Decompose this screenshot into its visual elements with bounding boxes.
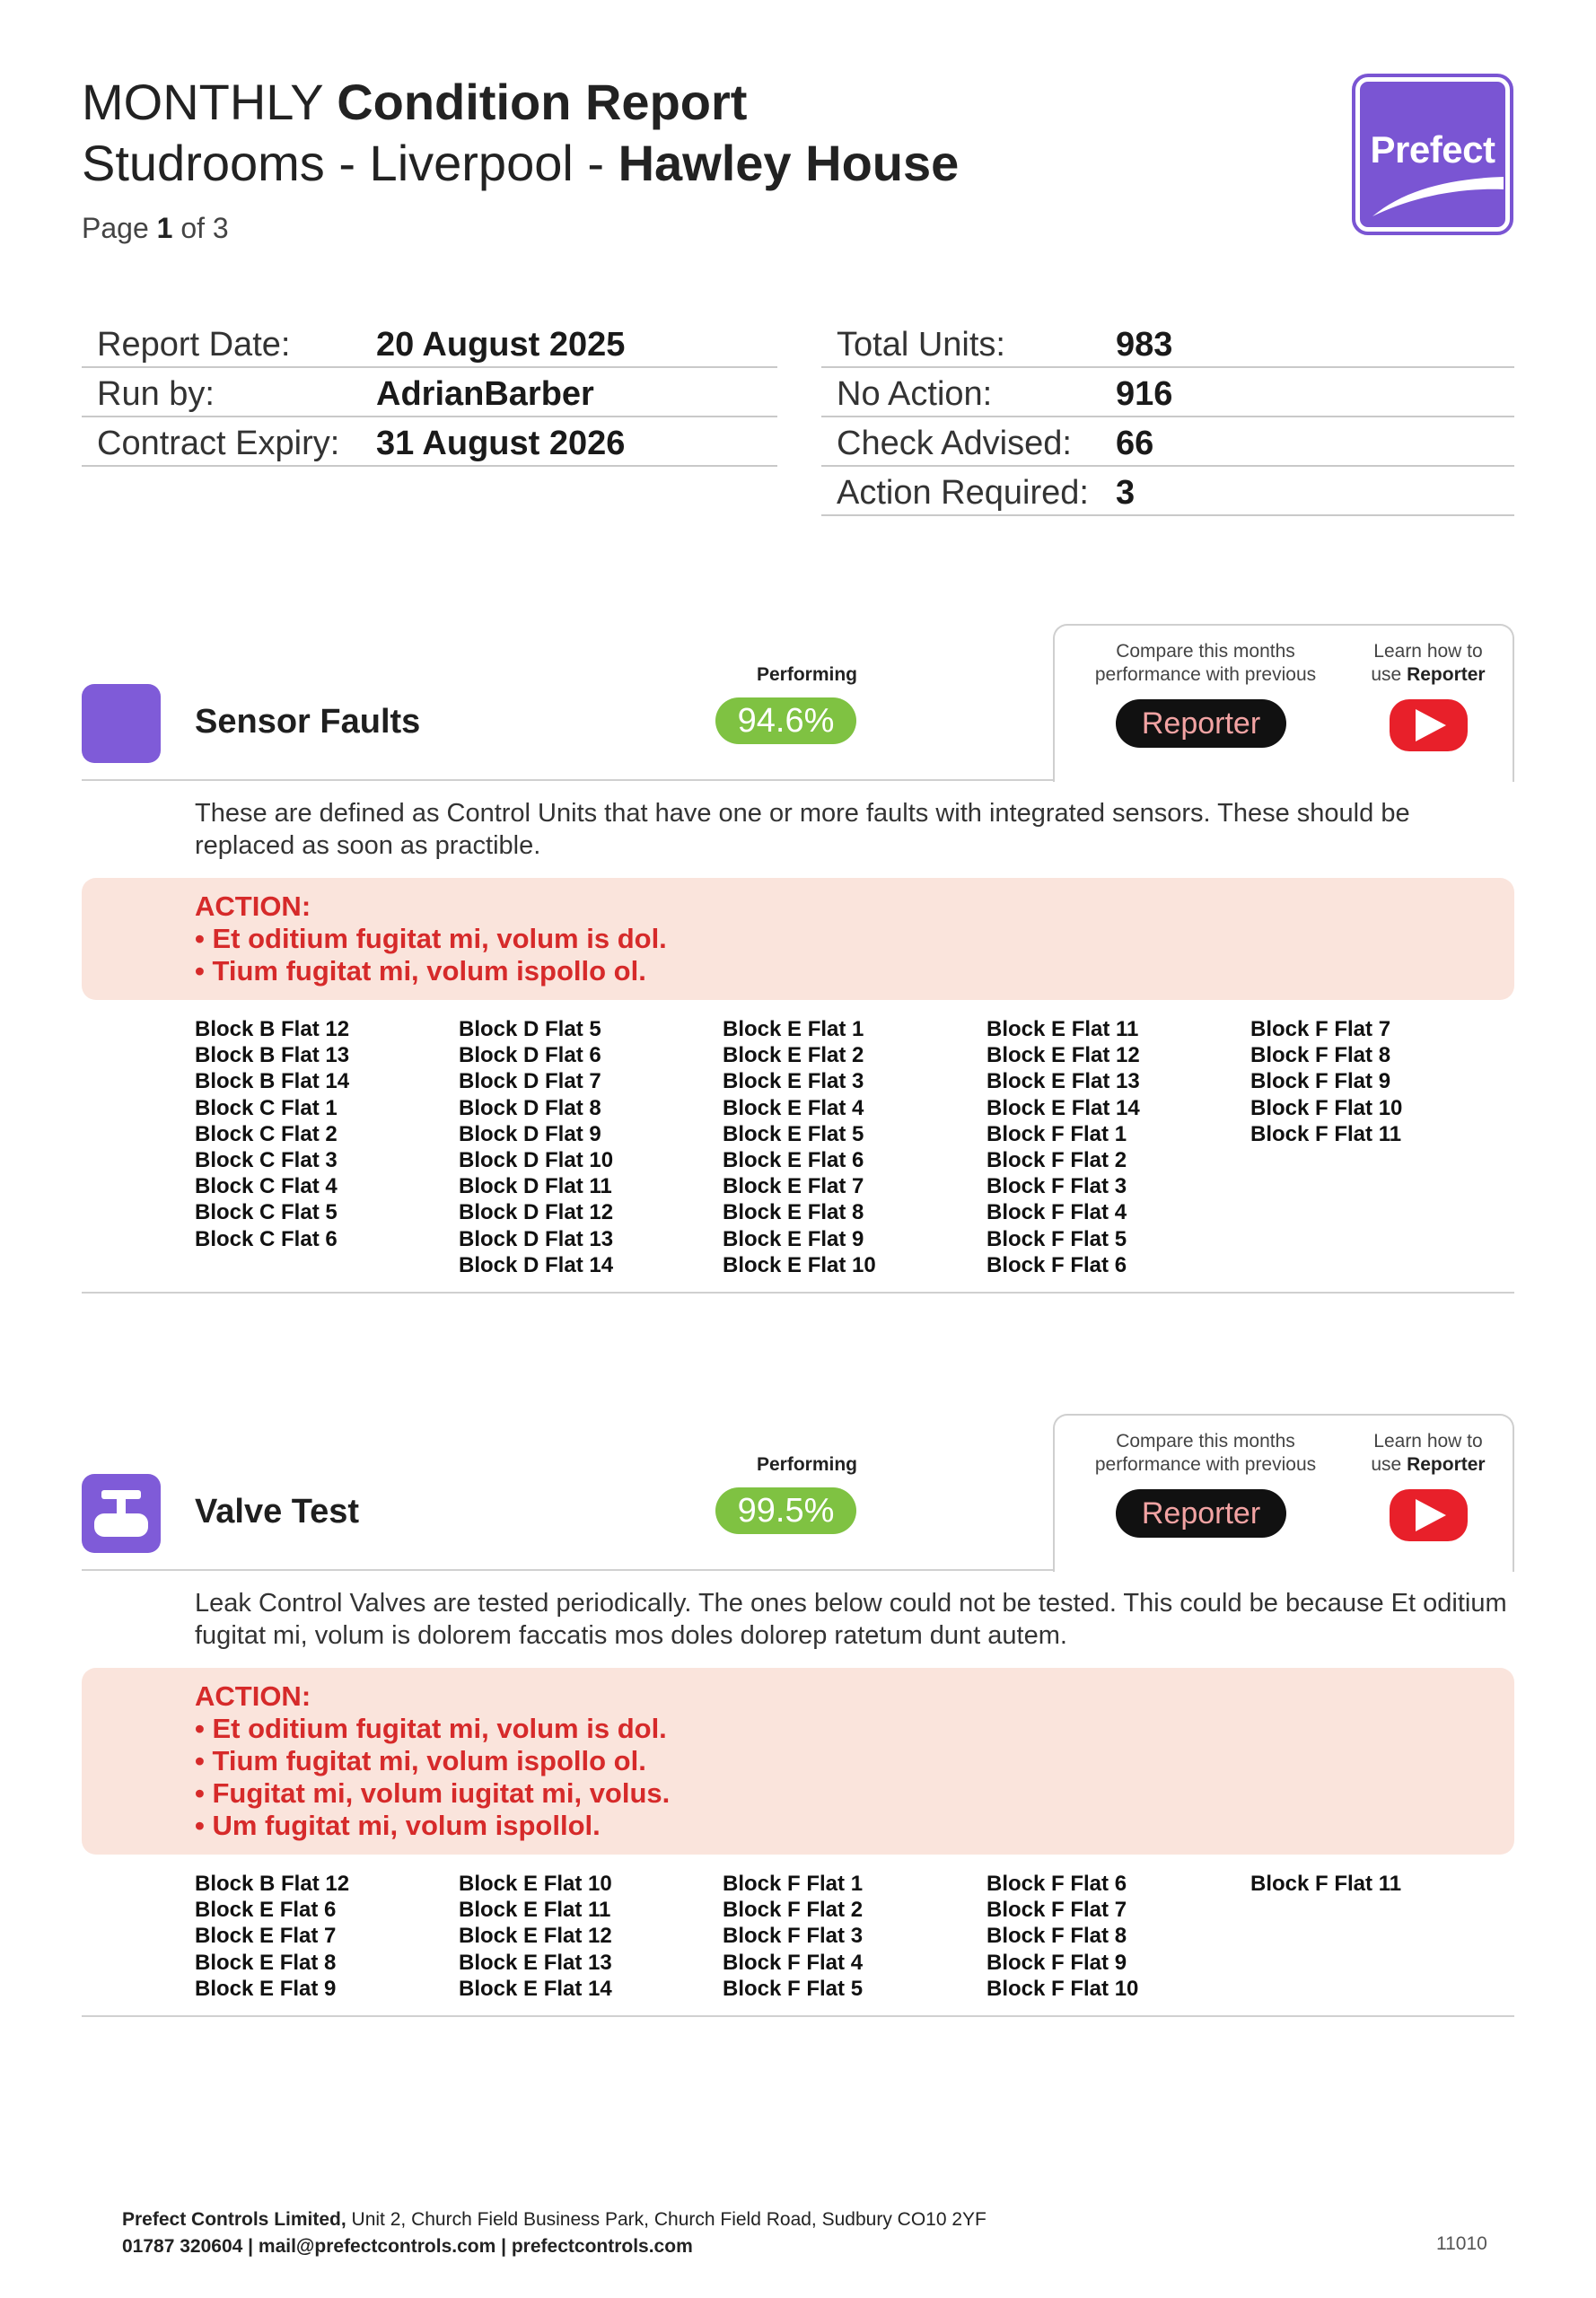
flat-item: Block F Flat 6 <box>987 1872 1127 1896</box>
flat-item: Block E Flat 8 <box>195 1950 337 1975</box>
valve-icon <box>82 1474 161 1553</box>
flat-item: Block C Flat 5 <box>195 1200 338 1225</box>
action-title: ACTION: <box>195 890 311 922</box>
flat-item: Block E Flat 10 <box>459 1872 612 1896</box>
flat-item: Block B Flat 12 <box>195 1017 350 1041</box>
stat-row <box>821 467 1514 516</box>
report-title: MONTHLY Condition Report <box>82 74 748 130</box>
flat-item: Block C Flat 3 <box>195 1148 338 1173</box>
footer-email[interactable]: mail@prefectcontrols.com <box>258 2236 496 2257</box>
flat-item: Block E Flat 14 <box>987 1095 1140 1120</box>
flat-grid <box>195 1016 1514 1278</box>
flat-item: Block E Flat 8 <box>723 1200 864 1225</box>
sensor-square-icon <box>82 684 161 763</box>
compare-box <box>1053 1414 1514 1572</box>
flat-item: Block E Flat 3 <box>723 1069 864 1094</box>
flat-item: Block E Flat 6 <box>723 1148 864 1173</box>
section-sensor-faults <box>82 624 1514 1294</box>
flat-item: Block E Flat 4 <box>723 1095 864 1120</box>
stat-label: Report Date: <box>97 326 291 364</box>
action-list <box>195 923 1401 987</box>
flat-item: Block D Flat 10 <box>459 1148 614 1173</box>
report-header <box>82 72 959 245</box>
flat-item: Block B Flat 14 <box>195 1069 350 1094</box>
footer <box>122 2206 987 2260</box>
page-indicator: Page 1 of 3 <box>82 212 229 244</box>
action-box <box>82 878 1514 1000</box>
flat-item: Block C Flat 4 <box>195 1174 338 1199</box>
flat-item: Block D Flat 6 <box>459 1043 601 1068</box>
flat-column <box>1250 1871 1514 2002</box>
action-item: • Um fugitat mi, volum ispollol. <box>195 1810 601 1841</box>
section-divider <box>82 2002 1514 2017</box>
compare-text: Compare this months performance with previous <box>1094 641 1317 685</box>
section-title: Valve Test <box>195 1493 360 1531</box>
footer-address-line: Prefect Controls Limited, Unit 2, Church Field Business Park, Church Field Road, Sudbury CO10 2YF <box>122 2209 987 2230</box>
logo-text: Prefect <box>1370 128 1495 171</box>
stat-row <box>821 319 1514 368</box>
flat-item: Block F Flat 9 <box>1250 1069 1391 1094</box>
flat-item: Block D Flat 7 <box>459 1069 601 1094</box>
stat-label: Check Advised: <box>837 425 1072 462</box>
stat-label: No Action: <box>837 375 993 413</box>
stat-value: 3 <box>1116 474 1136 512</box>
flat-item: Block F Flat 5 <box>987 1226 1127 1251</box>
flat-item: Block F Flat 10 <box>1250 1095 1403 1120</box>
stat-row <box>82 368 777 417</box>
action-list <box>195 1713 1401 1842</box>
youtube-play-icon[interactable] <box>1390 1489 1468 1541</box>
performance-badge: 94.6% <box>715 697 856 744</box>
stat-value: 66 <box>1116 425 1154 462</box>
flat-column <box>195 1016 459 1278</box>
section-description: These are defined as Control Units that have one or more faults with integrated sensors. These should be replaced as soon as practible. <box>195 799 1410 860</box>
flat-item: Block C Flat 2 <box>195 1121 338 1146</box>
compare-box <box>1053 624 1514 782</box>
flat-item: Block E Flat 13 <box>459 1950 612 1975</box>
stat-row <box>821 417 1514 467</box>
flat-item: Block D Flat 11 <box>459 1174 612 1199</box>
flat-item: Block F Flat 11 <box>1250 1872 1402 1896</box>
footer-contact-line: 01787 320604 | mail@prefectcontrols.com | prefectcontrols.com <box>122 2236 693 2257</box>
stats-left <box>82 319 777 467</box>
flat-item: Block E Flat 7 <box>723 1174 864 1199</box>
stat-value: 31 August 2026 <box>376 425 626 462</box>
youtube-play-icon[interactable] <box>1390 699 1468 751</box>
section-divider <box>82 1278 1514 1294</box>
section-description: Leak Control Valves are tested periodically. The ones below could not be tested. This could be because Et oditium fugitat mi, volum is dolorem faccatis mos doles dolorep ratetum dunt autem. <box>195 1589 1507 1650</box>
flat-item: Block B Flat 13 <box>195 1043 350 1068</box>
action-box <box>82 1668 1514 1855</box>
flat-item: Block E Flat 14 <box>459 1976 612 2001</box>
flat-item: Block E Flat 9 <box>195 1976 337 2001</box>
flat-item: Block F Flat 8 <box>987 1924 1127 1949</box>
stat-label: Action Required: <box>837 474 1089 512</box>
performing-label: Performing <box>756 1454 857 1475</box>
action-item: • Tium fugitat mi, volum ispollo ol. <box>195 1745 646 1776</box>
flat-column <box>1250 1016 1514 1278</box>
flat-item: Block D Flat 13 <box>459 1226 614 1251</box>
action-item: • Et oditium fugitat mi, volum is dol. <box>195 1713 667 1744</box>
stat-value: AdrianBarber <box>376 375 594 413</box>
flat-item: Block F Flat 5 <box>723 1976 864 2001</box>
flat-item: Block F Flat 2 <box>723 1898 864 1923</box>
flat-item: Block F Flat 7 <box>1250 1017 1391 1041</box>
flat-column <box>987 1016 1250 1278</box>
flat-column <box>723 1016 987 1278</box>
compare-text: Compare this months performance with previous <box>1094 1431 1317 1475</box>
action-title: ACTION: <box>195 1680 311 1712</box>
flat-item: Block E Flat 6 <box>195 1898 337 1923</box>
stat-label: Contract Expiry: <box>97 425 340 462</box>
flat-item: Block F Flat 3 <box>723 1924 864 1949</box>
flat-item: Block E Flat 1 <box>723 1017 864 1041</box>
learn-text: Learn how to use Reporter <box>1371 641 1486 685</box>
footer-phone[interactable]: 01787 320604 <box>122 2236 243 2257</box>
stats-right <box>821 319 1514 516</box>
flat-grid <box>195 1871 1514 2002</box>
flat-item: Block D Flat 14 <box>459 1252 614 1277</box>
learn-text: Learn how to use Reporter <box>1371 1431 1486 1475</box>
action-item: • Tium fugitat mi, volum ispollo ol. <box>195 955 646 987</box>
action-item: • Et oditium fugitat mi, volum is dol. <box>195 923 667 954</box>
flat-item: Block E Flat 9 <box>723 1226 864 1251</box>
flat-item: Block E Flat 2 <box>723 1043 864 1068</box>
performance-badge: 99.5% <box>715 1487 856 1534</box>
flat-item: Block F Flat 1 <box>987 1121 1127 1146</box>
flat-item: Block D Flat 8 <box>459 1095 601 1120</box>
flat-item: Block C Flat 6 <box>195 1226 338 1251</box>
prefect-logo <box>1355 77 1510 232</box>
flat-item: Block F Flat 4 <box>723 1950 864 1975</box>
flat-item: Block F Flat 2 <box>987 1148 1127 1173</box>
flat-column <box>195 1871 459 2002</box>
flat-item: Block E Flat 5 <box>723 1121 864 1146</box>
flat-item: Block E Flat 13 <box>987 1069 1140 1094</box>
stat-value: 20 August 2025 <box>376 326 626 364</box>
document-code: 11010 <box>1436 2233 1487 2254</box>
flat-item: Block F Flat 3 <box>987 1174 1127 1199</box>
action-item: • Fugitat mi, volum iugitat mi, volus. <box>195 1777 671 1809</box>
flat-column <box>987 1871 1250 2002</box>
stat-row <box>82 417 777 467</box>
flat-item: Block F Flat 11 <box>1250 1121 1402 1146</box>
flat-item: Block F Flat 8 <box>1250 1043 1391 1068</box>
flat-column <box>723 1871 987 2002</box>
stat-row <box>821 368 1514 417</box>
flat-item: Block F Flat 1 <box>723 1872 864 1896</box>
flat-item: Block E Flat 12 <box>459 1924 612 1949</box>
stat-label: Total Units: <box>837 326 1005 364</box>
flat-item: Block D Flat 5 <box>459 1017 601 1041</box>
stat-value: 916 <box>1116 375 1173 413</box>
flat-item: Block C Flat 1 <box>195 1095 338 1120</box>
reporter-button[interactable]: Reporter <box>1116 1489 1286 1538</box>
section-header <box>82 1414 1514 1571</box>
flat-item: Block E Flat 11 <box>987 1017 1139 1041</box>
section-header <box>82 624 1514 781</box>
flat-item: Block F Flat 7 <box>987 1898 1127 1923</box>
flat-item: Block F Flat 10 <box>987 1976 1139 2001</box>
flat-item: Block F Flat 9 <box>987 1950 1127 1975</box>
section-title: Sensor Faults <box>195 703 421 741</box>
stat-row <box>82 319 777 368</box>
reporter-button[interactable]: Reporter <box>1116 699 1286 748</box>
flat-item: Block E Flat 10 <box>723 1252 876 1277</box>
flat-item: Block E Flat 12 <box>987 1043 1140 1068</box>
flat-item: Block E Flat 7 <box>195 1924 337 1949</box>
site-title: Studrooms - Liverpool - Hawley House <box>82 135 960 191</box>
flat-item: Block D Flat 12 <box>459 1200 614 1225</box>
section-valve-test <box>82 1414 1514 2017</box>
flat-item: Block F Flat 6 <box>987 1252 1127 1277</box>
flat-item: Block F Flat 4 <box>987 1200 1127 1225</box>
flat-item: Block D Flat 9 <box>459 1121 601 1146</box>
flat-column <box>459 1871 723 2002</box>
performing-label: Performing <box>756 664 857 685</box>
stat-label: Run by: <box>97 375 215 413</box>
flat-item: Block B Flat 12 <box>195 1872 350 1896</box>
footer-website[interactable]: prefectcontrols.com <box>511 2236 693 2257</box>
stat-value: 983 <box>1116 326 1173 364</box>
flat-item: Block E Flat 11 <box>459 1898 611 1923</box>
flat-column <box>459 1016 723 1278</box>
